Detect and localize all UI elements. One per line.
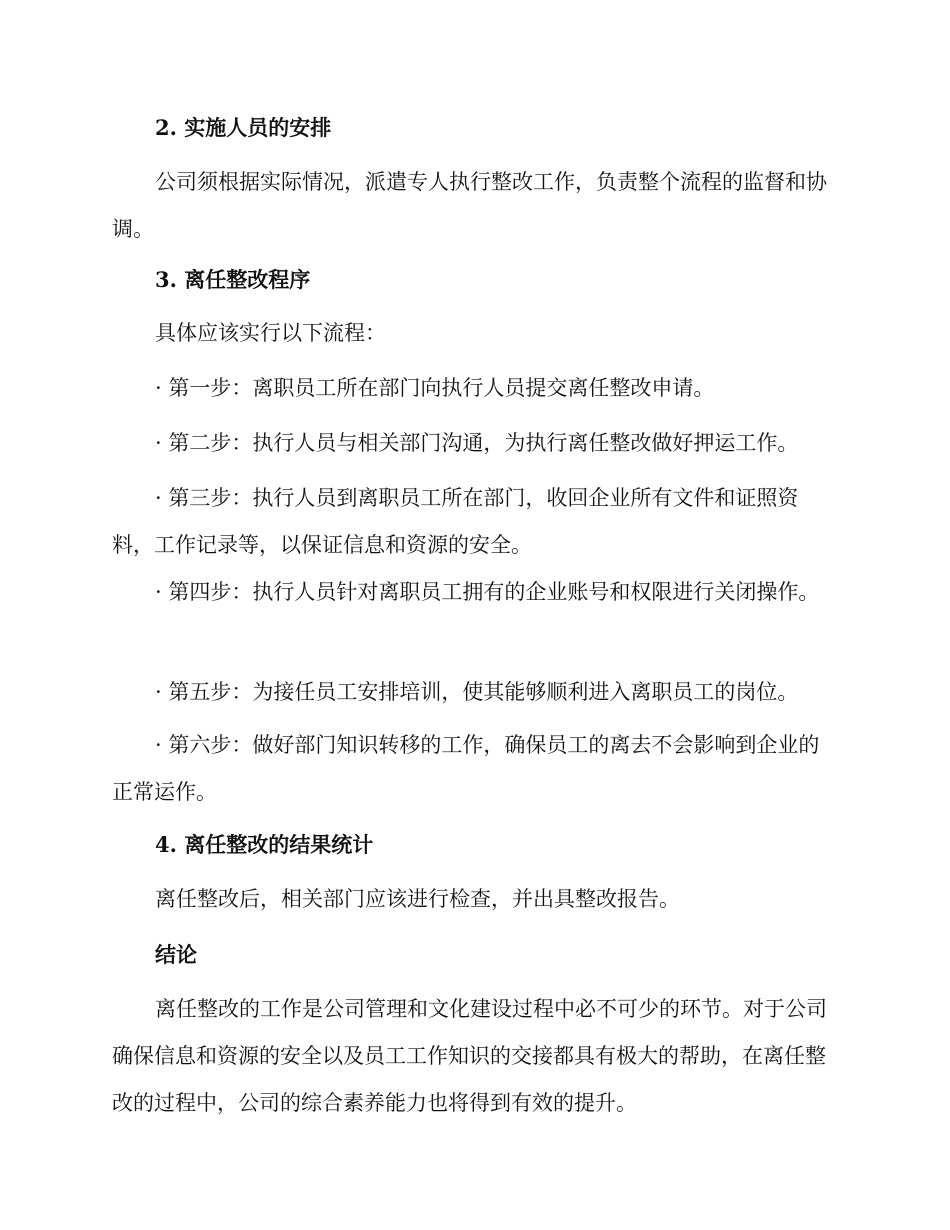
- step-item-6-text: · 第六步：做好部门知识转移的工作，确保员工的离去不会影响到企业的正常运作。: [112, 733, 820, 804]
- step-item-2-text: · 第二步：执行人员与相关部门沟通，为执行离任整改做好押运工作。: [155, 431, 799, 455]
- step-item-3-text: · 第三步：执行人员到离职员工所在部门，收回企业所有文件和证照资料，工作记录等，以保证信息和资源的安全。: [112, 486, 799, 557]
- section-4-heading-text: 4. 离任整改的结果统计: [155, 832, 374, 857]
- section-3-intro-text: 具体应该实行以下流程：: [155, 321, 386, 345]
- step-item-2: [112, 420, 832, 467]
- step-item-1: [112, 365, 832, 412]
- section-2-heading-text: 2. 实施人员的安排: [155, 115, 332, 140]
- step-item-5: [112, 669, 832, 716]
- section-4-paragraph-text: 离任整改后，相关部门应该进行检查，并出具整改报告。: [155, 887, 680, 911]
- section-2-paragraph-text: 公司须根据实际情况，派遣专人执行整改工作，负责整个流程的监督和协调。: [112, 170, 827, 241]
- section-4-paragraph: [112, 876, 832, 923]
- conclusion-heading-text: 结论: [155, 942, 197, 967]
- section-3-intro: [112, 310, 832, 357]
- step-item-5-text: · 第五步：为接任员工安排培训，使其能够顺利进入离职员工的岗位。: [155, 680, 799, 704]
- step-item-4: [112, 569, 832, 616]
- section-3-heading-text: 3. 离任整改程序: [155, 267, 311, 292]
- step-item-4-text: · 第四步：执行人员针对离职员工拥有的企业账号和权限进行关闭操作。: [155, 580, 820, 604]
- step-item-3: [112, 475, 832, 569]
- conclusion-paragraph: [112, 986, 832, 1127]
- section-3-heading: [112, 256, 832, 303]
- conclusion-heading: [112, 931, 832, 978]
- conclusion-paragraph-text: 离任整改的工作是公司管理和文化建设过程中必不可少的环节。对于公司确保信息和资源的安全以及员工工作知识的交接都具有极大的帮助，在离任整改的过程中，公司的综合素养能力也将得到有效的提升。: [112, 997, 827, 1115]
- step-item-6: [112, 722, 832, 816]
- section-4-heading: [112, 821, 832, 868]
- section-2-paragraph: [112, 159, 832, 253]
- section-2-heading: [112, 104, 832, 151]
- step-item-1-text: · 第一步：离职员工所在部门向执行人员提交离任整改申请。: [155, 376, 715, 400]
